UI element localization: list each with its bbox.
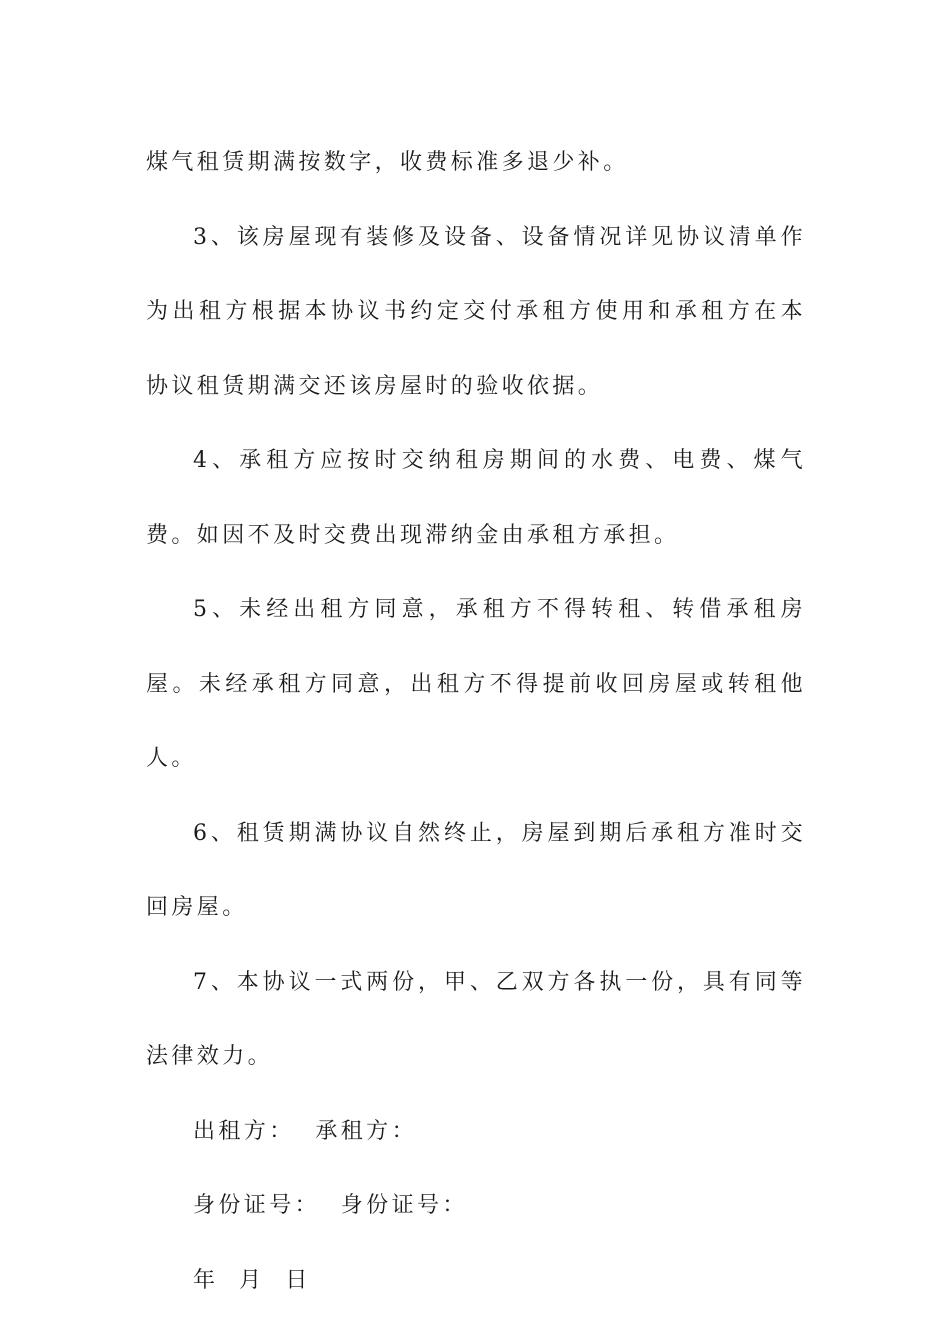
paragraph-clause-7: 7、本协议一式两份，甲、乙双方各执一份，具有同等法律效力。 xyxy=(146,969,806,1069)
signature-date-line: 年 月 日 xyxy=(193,1267,311,1293)
signature-id-line: 身份证号： 身份证号： xyxy=(193,1193,468,1218)
paragraph-clause-5: 5、未经出租方同意，承租方不得转租、转借承租房屋。未经承租方同意，出租方不得提前收回房屋或转租他人。 xyxy=(146,597,806,771)
paragraph-continuation: 煤气租赁期满按数字，收费标准多退少补。 xyxy=(146,150,629,175)
paragraph-clause-4: 4、承租方应按时交纳租房期间的水费、电费、煤气费。如因不及时交费出现滞纳金由承租方承担。 xyxy=(146,448,806,548)
paragraph-clause-3: 3、该房屋现有装修及设备、设备情况详见协议清单作为出租方根据本协议书约定交付承租方使用和承租方在本协议租赁期满交还该房屋时的验收依据。 xyxy=(146,224,806,399)
document-body xyxy=(146,126,806,1318)
signature-parties-line: 出租方： 承租方： xyxy=(193,1118,417,1144)
paragraph-clause-6: 6、租赁期满协议自然终止，房屋到期后承租方准时交回房屋。 xyxy=(146,820,806,920)
